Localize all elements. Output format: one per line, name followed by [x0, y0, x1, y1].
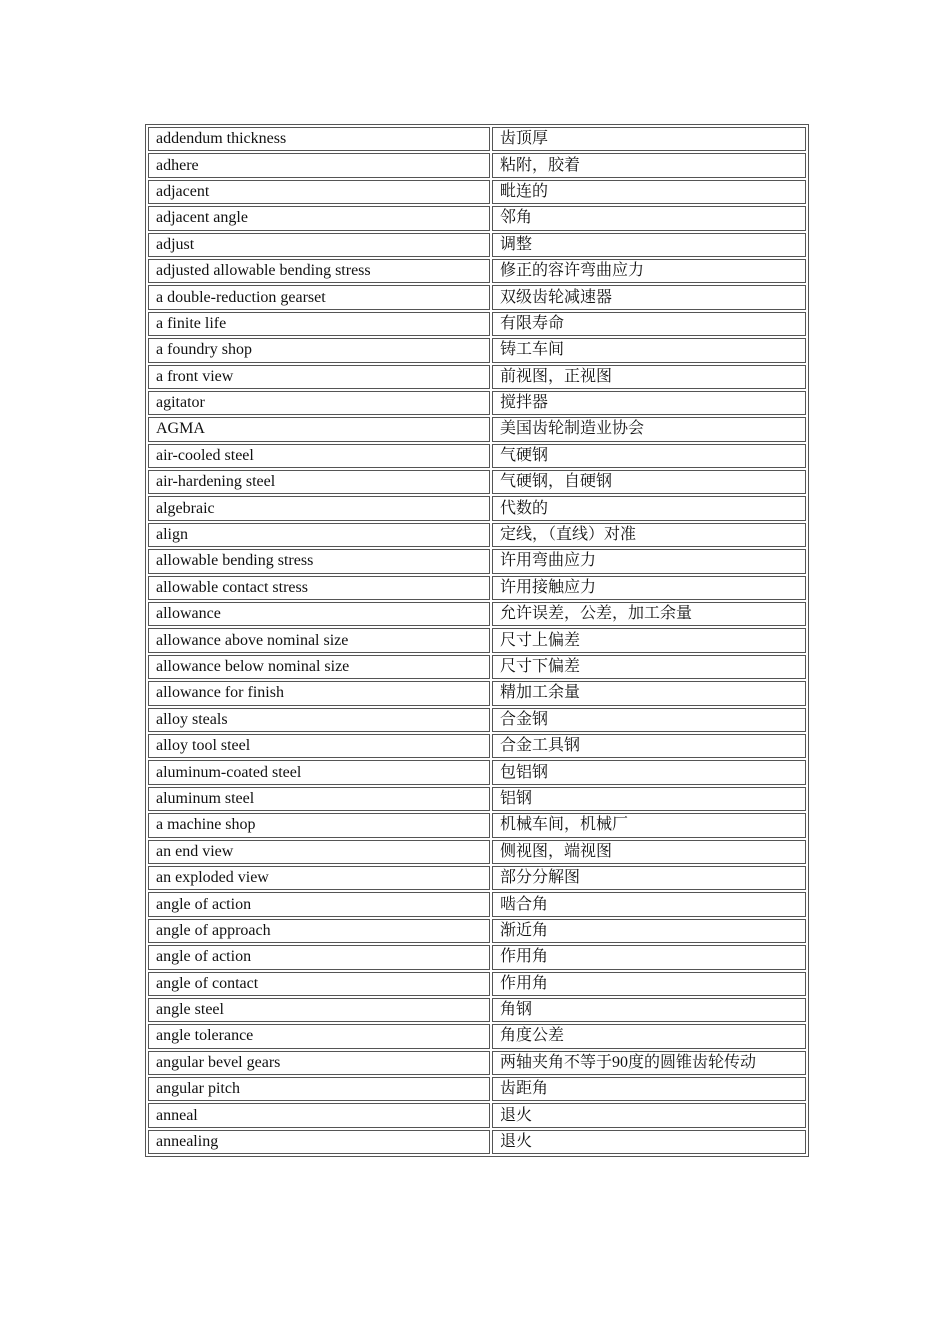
definition-cell: 机械车间，机械厂	[492, 813, 806, 837]
table-row	[148, 417, 806, 441]
term-cell: angle of action	[148, 892, 490, 916]
table-row	[148, 1024, 806, 1048]
definition-cell: 包铝钢	[492, 760, 806, 784]
term-cell: an exploded view	[148, 866, 490, 890]
term-cell: allowance	[148, 602, 490, 626]
definition-cell: 允许误差，公差，加工余量	[492, 602, 806, 626]
term-cell: angle steel	[148, 998, 490, 1022]
definition-cell: 齿顶厚	[492, 127, 806, 151]
table-row	[148, 892, 806, 916]
definition-cell: 尺寸上偏差	[492, 628, 806, 652]
term-cell: AGMA	[148, 417, 490, 441]
table-row	[148, 206, 806, 230]
term-cell: angle of contact	[148, 972, 490, 996]
definition-cell: 代数的	[492, 496, 806, 520]
table-row	[148, 1130, 806, 1154]
table-row	[148, 444, 806, 468]
term-cell: adjacent angle	[148, 206, 490, 230]
table-row	[148, 391, 806, 415]
table-row	[148, 681, 806, 705]
table-row	[148, 470, 806, 494]
term-cell: addendum thickness	[148, 127, 490, 151]
definition-cell: 许用接触应力	[492, 576, 806, 600]
term-cell: a double-reduction gearset	[148, 285, 490, 309]
term-cell: a front view	[148, 365, 490, 389]
definition-cell: 气硬钢，自硬钢	[492, 470, 806, 494]
term-cell: a foundry shop	[148, 338, 490, 362]
definition-cell: 修正的容许弯曲应力	[492, 259, 806, 283]
table-row	[148, 760, 806, 784]
table-row	[148, 496, 806, 520]
term-cell: angular pitch	[148, 1077, 490, 1101]
definition-cell: 许用弯曲应力	[492, 549, 806, 573]
term-cell: anneal	[148, 1103, 490, 1127]
definition-cell: 邻角	[492, 206, 806, 230]
definition-cell: 退火	[492, 1130, 806, 1154]
table-row	[148, 285, 806, 309]
table-row	[148, 312, 806, 336]
definition-cell: 美国齿轮制造业协会	[492, 417, 806, 441]
definition-cell: 铸工车间	[492, 338, 806, 362]
definition-cell: 毗连的	[492, 180, 806, 204]
term-cell: allowance above nominal size	[148, 628, 490, 652]
term-cell: aluminum steel	[148, 787, 490, 811]
definition-cell: 侧视图，端视图	[492, 840, 806, 864]
term-cell: allowable contact stress	[148, 576, 490, 600]
table-row	[148, 866, 806, 890]
definition-cell: 合金钢	[492, 708, 806, 732]
definition-cell: 粘附，胶着	[492, 153, 806, 177]
definition-cell: 渐近角	[492, 919, 806, 943]
term-cell: annealing	[148, 1130, 490, 1154]
term-cell: a machine shop	[148, 813, 490, 837]
table-row	[148, 998, 806, 1022]
glossary-table	[145, 124, 809, 1157]
definition-cell: 前视图，正视图	[492, 365, 806, 389]
definition-cell: 啮合角	[492, 892, 806, 916]
term-cell: adjacent	[148, 180, 490, 204]
term-cell: air-cooled steel	[148, 444, 490, 468]
table-row	[148, 787, 806, 811]
table-row	[148, 919, 806, 943]
term-cell: alloy steals	[148, 708, 490, 732]
term-cell: agitator	[148, 391, 490, 415]
definition-cell: 调整	[492, 233, 806, 257]
term-cell: adjusted allowable bending stress	[148, 259, 490, 283]
definition-cell: 作用角	[492, 972, 806, 996]
definition-cell: 定线，（直线）对准	[492, 523, 806, 547]
term-cell: algebraic	[148, 496, 490, 520]
definition-cell: 合金工具钢	[492, 734, 806, 758]
table-row	[148, 945, 806, 969]
table-row	[148, 655, 806, 679]
term-cell: adhere	[148, 153, 490, 177]
term-cell: angular bevel gears	[148, 1051, 490, 1075]
definition-cell: 作用角	[492, 945, 806, 969]
table-row	[148, 365, 806, 389]
definition-cell: 精加工余量	[492, 681, 806, 705]
definition-cell: 搅拌器	[492, 391, 806, 415]
term-cell: allowance below nominal size	[148, 655, 490, 679]
definition-cell: 两轴夹角不等于90度的圆锥齿轮传动	[492, 1051, 806, 1075]
term-cell: an end view	[148, 840, 490, 864]
table-row	[148, 813, 806, 837]
definition-cell: 双级齿轮减速器	[492, 285, 806, 309]
table-row	[148, 576, 806, 600]
term-cell: align	[148, 523, 490, 547]
definition-cell: 角钢	[492, 998, 806, 1022]
term-cell: angle of approach	[148, 919, 490, 943]
table-row	[148, 1103, 806, 1127]
table-row	[148, 1077, 806, 1101]
table-row	[148, 972, 806, 996]
table-row	[148, 153, 806, 177]
definition-cell: 铝钢	[492, 787, 806, 811]
table-row	[148, 628, 806, 652]
term-cell: allowance for finish	[148, 681, 490, 705]
table-row	[148, 259, 806, 283]
table-row	[148, 127, 806, 151]
table-row	[148, 549, 806, 573]
definition-cell: 退火	[492, 1103, 806, 1127]
term-cell: allowable bending stress	[148, 549, 490, 573]
table-row	[148, 840, 806, 864]
term-cell: aluminum-coated steel	[148, 760, 490, 784]
table-row	[148, 602, 806, 626]
table-row	[148, 734, 806, 758]
term-cell: angle of action	[148, 945, 490, 969]
definition-cell: 角度公差	[492, 1024, 806, 1048]
definition-cell: 部分分解图	[492, 866, 806, 890]
term-cell: adjust	[148, 233, 490, 257]
table-row	[148, 180, 806, 204]
table-row	[148, 523, 806, 547]
definition-cell: 齿距角	[492, 1077, 806, 1101]
definition-cell: 气硬钢	[492, 444, 806, 468]
definition-cell: 有限寿命	[492, 312, 806, 336]
table-row	[148, 338, 806, 362]
table-row	[148, 233, 806, 257]
term-cell: alloy tool steel	[148, 734, 490, 758]
term-cell: a finite life	[148, 312, 490, 336]
definition-cell: 尺寸下偏差	[492, 655, 806, 679]
table-row	[148, 1051, 806, 1075]
term-cell: angle tolerance	[148, 1024, 490, 1048]
glossary-body	[148, 127, 806, 1154]
table-row	[148, 708, 806, 732]
term-cell: air-hardening steel	[148, 470, 490, 494]
